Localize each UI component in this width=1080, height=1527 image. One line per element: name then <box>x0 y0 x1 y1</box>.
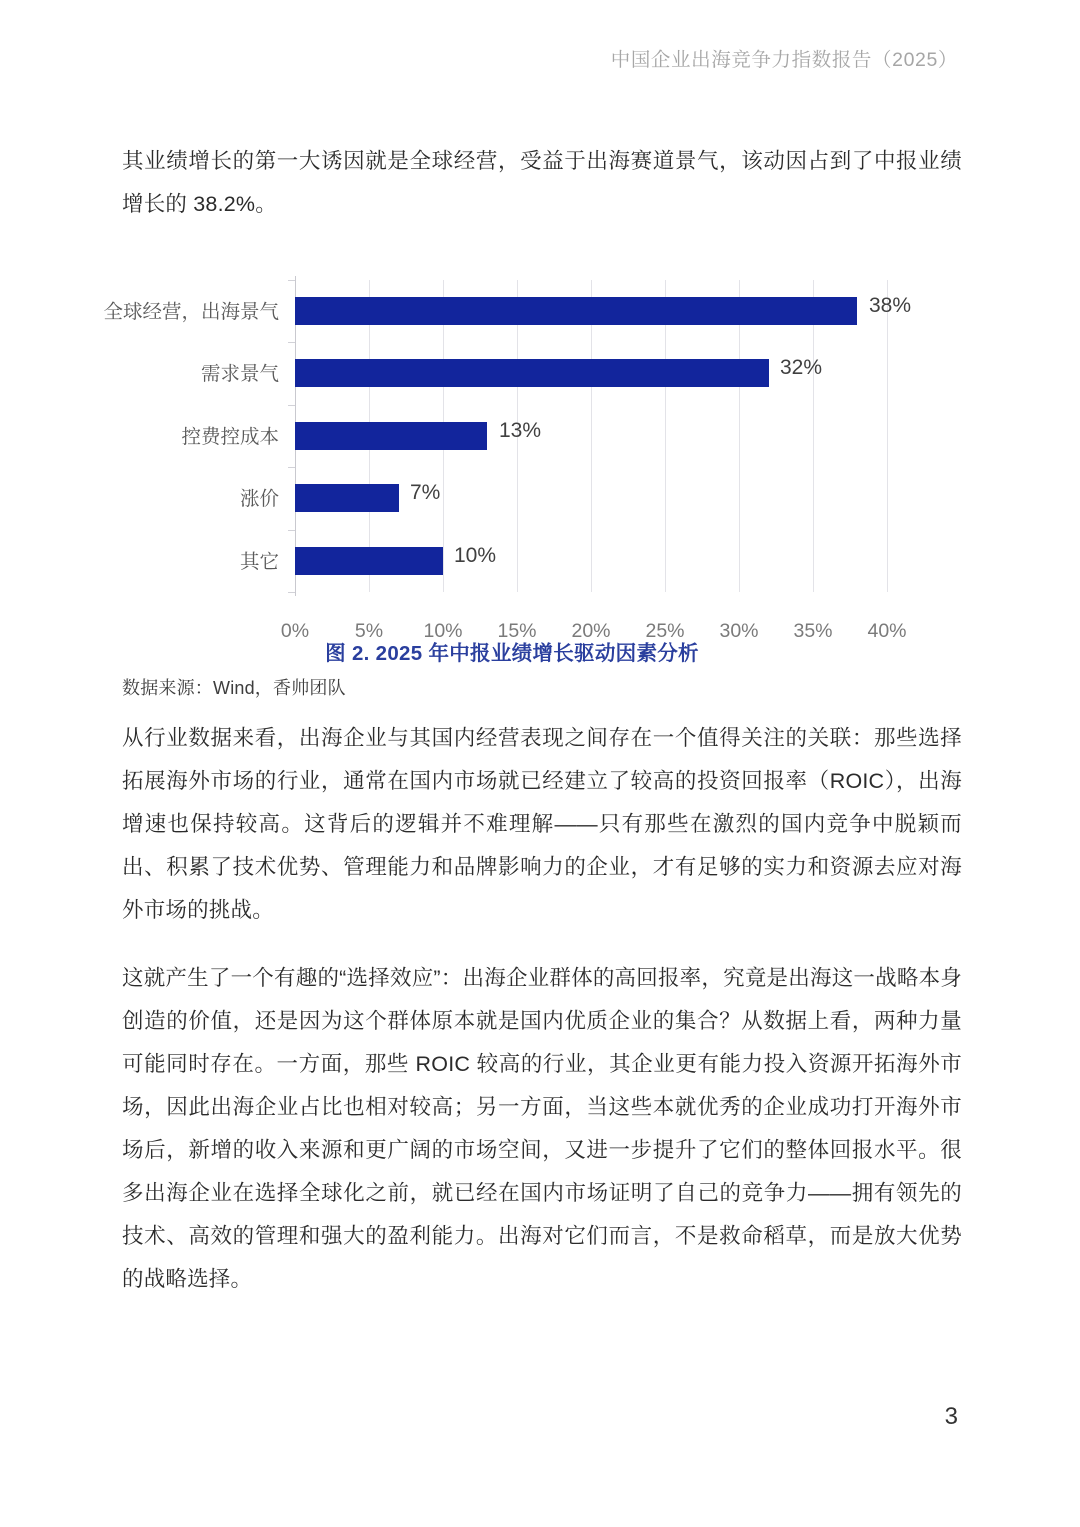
paragraph-industry-data: 从行业数据来看，出海企业与其国内经营表现之间存在一个值得关注的关联：那些选择拓展海外市场的行业，通常在国内市场就已经建立了较高的投资回报率（ROIC），出海增速也保持较高。这背后的逻辑并不难理解——只有那些在激烈的国内竞争中脱颖而出、积累了技术优势、管理能力和品牌影响力的企业，才有足够的实力和资源去应对海外市场的挑战。 <box>122 726 962 922</box>
bar-value-label-3: 7% <box>410 481 441 505</box>
running-header: 中国企业出海竞争力指数报告（2025） <box>610 49 958 71</box>
figure-source: 数据来源：Wind，香帅团队 <box>122 678 346 698</box>
page-content <box>103 140 962 1301</box>
y-tick-3 <box>288 467 295 468</box>
table-row <box>239 530 887 592</box>
bar-2 <box>295 422 487 450</box>
figure-2 <box>103 262 962 698</box>
bar-value-label-4: 10% <box>454 543 497 567</box>
bar-value-label-0: 38% <box>869 294 912 317</box>
chart-plot-area <box>103 280 912 642</box>
table-row <box>181 405 887 467</box>
x-tick-label-0: 0% <box>280 620 310 642</box>
x-tick-label-5: 25% <box>645 620 685 642</box>
bar-3 <box>295 484 399 512</box>
page-number: 3 <box>944 1403 958 1430</box>
bar-value-label-1: 32% <box>780 356 823 380</box>
bar-1 <box>295 359 769 387</box>
x-tick-label-4: 20% <box>571 620 611 642</box>
bar-0 <box>295 297 857 325</box>
table-row <box>239 467 887 529</box>
spacer-before-figure <box>122 226 962 262</box>
bar-category-label-4: 其它 <box>239 550 279 573</box>
bar-category-label-3: 涨价 <box>239 488 279 511</box>
figure-caption: 图 2. 2025 年中报业绩增长驱动因素分析 <box>325 642 699 665</box>
gridline-40 <box>887 280 888 592</box>
x-tick-label-6: 30% <box>719 620 759 642</box>
table-row <box>103 280 912 342</box>
y-tick-0 <box>288 280 295 281</box>
paragraph-selection-effect: 这就产生了一个有趣的“选择效应”：出海企业群体的高回报率，究竟是出海这一战略本身创造的价值，还是因为这个群体原本就是国内优质企业的集合？从数据上看，两种力量可能同时存在。一方面，那些 ROIC 较高的行业，其企业更有能力投入资源开拓海外市场，因此出海企业占比也相对较高；另一方面，当这些本就优秀的企业成功打开海外市场后，新增的收入来源和更广阔的市场空间，又进一步提升了它们的整体回报水平。很多出海企业在选择全球化之前，就已经在国内市场证明了自己的竞争力——拥有领先的技术、高效的管理和强大的盈利能力。出海对它们而言，不是救命稻草，而是放大优势的战略选择。 <box>122 966 962 1291</box>
x-tick-label-7: 35% <box>793 620 833 642</box>
bar-category-label-2: 控费控成本 <box>181 425 279 448</box>
bar-4 <box>295 547 443 575</box>
y-tick-5 <box>288 592 295 593</box>
y-tick-4 <box>288 530 295 531</box>
x-tick-label-3: 15% <box>497 620 537 642</box>
bar-category-label-0: 全球经营，出海景气 <box>103 301 279 323</box>
x-tick-label-1: 5% <box>354 620 384 642</box>
x-tick-label-2: 10% <box>423 620 463 642</box>
table-row <box>200 342 887 404</box>
y-tick-1 <box>288 342 295 343</box>
paragraph-intro: 其业绩增长的第一大诱因就是全球经营，受益于出海赛道景气，该动因占到了中报业绩增长的 38.2%。 <box>122 149 962 216</box>
x-tick-label-8: 40% <box>867 620 907 642</box>
spacer-between-paragraphs <box>122 932 962 957</box>
bar-chart <box>103 262 962 642</box>
y-tick-2 <box>288 405 295 406</box>
bar-value-label-2: 13% <box>499 418 542 442</box>
bar-category-label-1: 需求景气 <box>200 363 279 386</box>
